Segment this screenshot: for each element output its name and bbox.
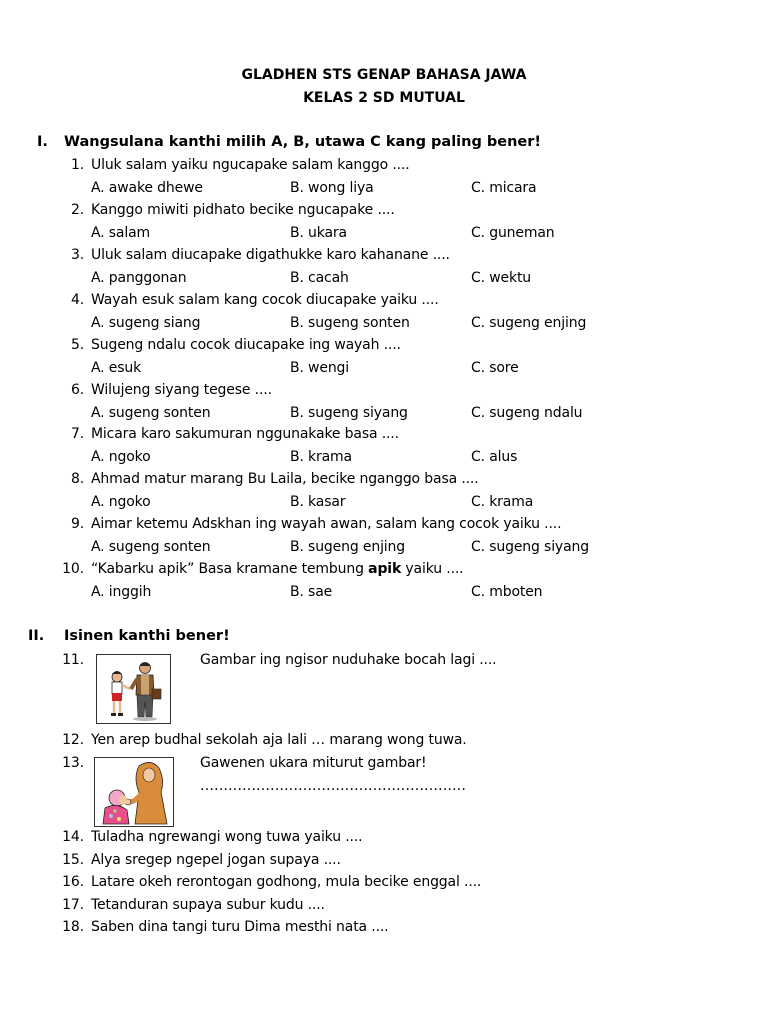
- option-c: C. micara: [471, 180, 537, 196]
- question-number: 9.: [70, 516, 84, 533]
- option-a: A. panggonan: [91, 269, 187, 286]
- section-2-heading: [28, 628, 748, 648]
- option-c: C. guneman: [471, 224, 555, 241]
- child-kissing-mother-hand-illustration: [94, 757, 174, 827]
- question-number: 18.: [62, 919, 84, 936]
- option-b: B. sae: [290, 584, 333, 600]
- answer-blank-line[interactable]: …………………………………………………: [200, 778, 466, 794]
- option-b: B. wong liya: [290, 180, 374, 196]
- question-number: 4.: [70, 291, 84, 308]
- option-a: A. esuk: [91, 359, 142, 376]
- option-c: C. krama: [471, 494, 534, 511]
- section-1-instruction: Wangsulana kanthi milih A, B, utawa C kang paling bener!: [64, 134, 542, 150]
- option-a: A. salam: [91, 224, 151, 241]
- question-16: [0, 874, 768, 894]
- question-number: 7.: [70, 426, 84, 443]
- question-2: [0, 202, 768, 222]
- question-3: [0, 247, 768, 267]
- question-text: Uluk salam yaiku ngucapake salam kanggo ....: [91, 157, 410, 173]
- option-c: C. sugeng siyang: [471, 539, 589, 556]
- option-c: C. alus: [471, 449, 518, 466]
- option-a: A. sugeng sonten: [91, 539, 211, 556]
- question-number: 14.: [62, 829, 84, 845]
- option-c: C. mboten: [471, 584, 543, 600]
- option-a: A. inggih: [91, 584, 152, 600]
- question-number: 10.: [62, 561, 84, 577]
- child-greeting-father-illustration: [96, 654, 171, 724]
- question-number: 11.: [62, 652, 84, 668]
- question-text: Micara karo sakumuran nggunakake basa ....: [91, 426, 399, 443]
- section-2-instruction: Isinen kanthi bener!: [64, 628, 230, 644]
- option-b: B. cacah: [290, 269, 349, 286]
- question-number: 13.: [62, 755, 84, 771]
- option-c: C. wektu: [471, 269, 532, 286]
- option-b: B. krama: [290, 449, 352, 466]
- question-text: Aimar ketemu Adskhan ing wayah awan, salam kang cocok yaiku ....: [91, 516, 562, 533]
- section-2-numeral: II.: [28, 628, 45, 644]
- question-text: Ahmad matur marang Bu Laila, becike nganggo basa ....: [91, 471, 479, 488]
- question-text-pre: “Kabarku apik” Basa kramane tembung: [91, 561, 369, 577]
- option-a: A. ngoko: [91, 494, 151, 511]
- question-text: Wilujeng siyang tegese ....: [91, 381, 272, 398]
- question-14: [0, 829, 768, 849]
- question-number: 17.: [62, 896, 84, 913]
- question-9: [0, 516, 768, 536]
- option-c: C. sugeng enjing: [471, 314, 587, 331]
- question-text: Tetanduran supaya subur kudu ....: [91, 896, 325, 913]
- question-number: 2.: [70, 201, 84, 218]
- question-text: Sugeng ndalu cocok diucapake ing wayah ....: [91, 336, 401, 353]
- question-text-post: yaiku ....: [401, 561, 464, 577]
- question-text: Gambar ing ngisor nuduhake bocah lagi ....: [200, 652, 497, 668]
- question-text: Gawenen ukara miturut gambar!: [200, 755, 427, 771]
- question-12: [0, 732, 768, 752]
- question-8: [0, 471, 768, 491]
- question-text: Saben dina tangi turu Dima mesthi nata ....: [91, 919, 389, 936]
- option-b: B. kasar: [290, 494, 346, 511]
- question-10: [0, 561, 768, 581]
- question-6: [0, 382, 768, 402]
- question-number: 5.: [70, 336, 84, 353]
- option-b: B. sugeng enjing: [290, 539, 406, 556]
- question-text: Wayah esuk salam kang cocok diucapake yaiku ....: [91, 291, 439, 308]
- section-1-numeral: I.: [37, 134, 48, 150]
- option-b: B. sugeng sonten: [290, 314, 410, 331]
- question-4: [0, 292, 768, 312]
- question-5: [0, 337, 768, 357]
- question-text: Latare okeh rerontogan godhong, mula becike enggal ....: [91, 874, 482, 891]
- question-text: Alya sregep ngepel jogan supaya ....: [91, 851, 341, 868]
- option-a: A. sugeng sonten: [91, 404, 211, 421]
- question-number: 12.: [62, 732, 84, 748]
- doc-title: GLADHEN STS GENAP BAHASA JAWA: [241, 67, 527, 83]
- question-1: [0, 157, 768, 177]
- option-b: B. sugeng siyang: [290, 404, 408, 421]
- option-b: B. ukara: [290, 224, 347, 241]
- question-text: [91, 561, 463, 577]
- question-18: [0, 919, 768, 939]
- question-text: Yen arep budhal sekolah aja lali … marang wong tuwa.: [91, 732, 467, 748]
- section-1-heading: [37, 134, 757, 154]
- question-number: 1.: [70, 157, 84, 173]
- question-number: 3.: [70, 246, 84, 263]
- question-text: Uluk salam diucapake digathukke karo kahanane ....: [91, 246, 450, 263]
- option-b: B. wengi: [290, 359, 350, 376]
- option-a: A. ngoko: [91, 449, 151, 466]
- question-text-bold: apik: [368, 561, 402, 577]
- option-c: C. sugeng ndalu: [471, 404, 583, 421]
- question-number: 16.: [62, 874, 84, 891]
- question-number: 8.: [70, 471, 84, 488]
- question-text: Tuladha ngrewangi wong tuwa yaiku ....: [91, 829, 363, 845]
- option-a: A. awake dhewe: [91, 180, 203, 196]
- option-a: A. sugeng siang: [91, 314, 201, 331]
- question-number: 15.: [62, 851, 84, 868]
- doc-subtitle: KELAS 2 SD MUTUAL: [303, 90, 465, 106]
- option-c: C. sore: [471, 359, 519, 376]
- question-number: 6.: [70, 381, 84, 398]
- question-7: [0, 426, 768, 446]
- question-15: [0, 852, 768, 872]
- question-text: Kanggo miwiti pidhato becike ngucapake ....: [91, 201, 395, 218]
- question-17: [0, 897, 768, 917]
